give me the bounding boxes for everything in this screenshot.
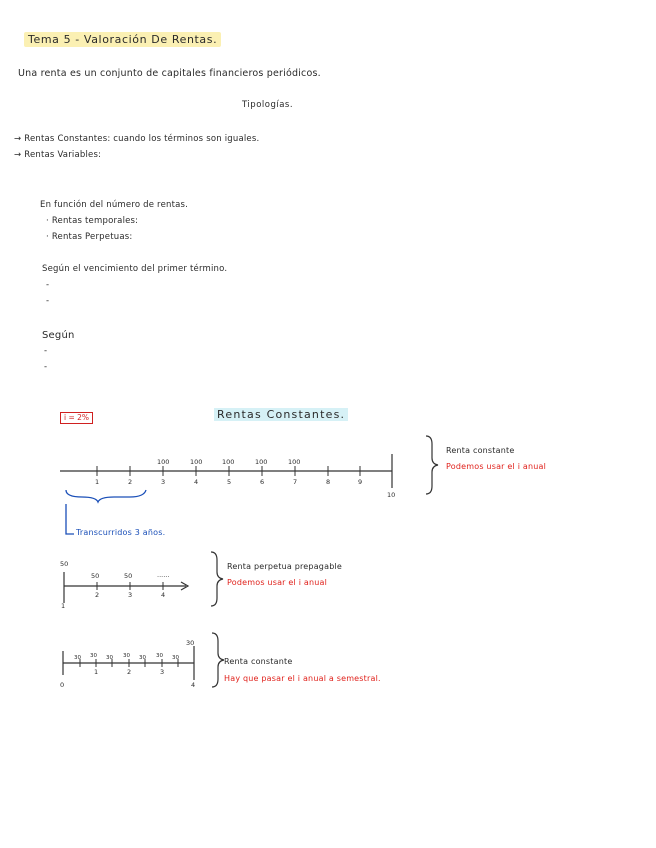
d3-amount-1: 30 — [74, 655, 81, 661]
funcion-temporales: · Rentas temporales: — [46, 216, 139, 226]
page-title: Tema 5 - Valoración De Rentas. — [24, 32, 221, 47]
d2-amount-2: 50 — [91, 572, 100, 580]
d3-tick-0: 0 — [60, 681, 65, 689]
d1-tick-7: 7 — [293, 478, 298, 486]
d3-label: Renta constante — [224, 657, 293, 666]
funcion-heading: En función del número de rentas. — [40, 200, 189, 210]
d3-note: Hay que pasar el i anual a semestral. — [224, 674, 381, 683]
arrow-bullet-constantes: → Rentas Constantes: cuando los términos son iguales. — [14, 134, 260, 144]
d2-tick-2: 2 — [95, 591, 100, 599]
vencimiento-heading: Según el vencimiento del primer término. — [42, 264, 228, 274]
temporales-label: Rentas temporales: — [51, 216, 139, 226]
tipologias-heading: Tipologías. — [242, 100, 294, 110]
d2-note: Podemos usar el i anual — [227, 578, 328, 587]
brace-right-1 — [426, 436, 438, 494]
bullet-constantes: Rentas Constantes: cuando los términos son iguales. — [24, 134, 260, 144]
d1-tick-2: 2 — [128, 478, 133, 486]
d1-tick-6: 6 — [260, 478, 265, 486]
brace-right-2 — [211, 552, 223, 606]
d3-amount-4: 30 — [123, 653, 130, 659]
brace-blue-1 — [66, 490, 146, 502]
d1-amount-5: 100 — [288, 458, 301, 466]
d1-label: Renta constante — [446, 446, 515, 455]
d3-tick-3: 3 — [160, 668, 165, 676]
d1-note: Podemos usar el i anual — [446, 462, 547, 471]
perpetuas-label: Rentas Perpetuas: — [51, 232, 133, 242]
d1-amount-1: 100 — [157, 458, 170, 466]
funcion-perpetuas: · Rentas Perpetuas: — [46, 232, 133, 242]
bullet-variables: Rentas Variables: — [24, 150, 102, 160]
intro-text: Una renta es un conjunto de capitales financieros periódicos. — [18, 68, 321, 79]
d1-tick-5: 5 — [227, 478, 232, 486]
d1-tick-10: 10 — [387, 491, 396, 499]
vencimiento-dash-2: - — [46, 296, 50, 306]
d3-amount-2: 30 — [90, 653, 97, 659]
segun-dash-1: - — [44, 346, 48, 356]
d3-amount-3: 30 — [106, 655, 113, 661]
d2-tick-3: 3 — [128, 591, 133, 599]
arrow-transcurridos — [66, 504, 74, 534]
vencimiento-dash-1: - — [46, 280, 50, 290]
d3-tick-4: 4 — [191, 681, 196, 689]
d2-amount-3: 50 — [124, 572, 133, 580]
d1-tick-8: 8 — [326, 478, 331, 486]
d3-tick-2: 2 — [127, 668, 132, 676]
d1-transcurridos: Transcurridos 3 años. — [76, 528, 166, 537]
d3-amount-5: 30 — [139, 655, 146, 661]
arrow-bullet-variables: → Rentas Variables: — [14, 150, 102, 160]
d1-tick-1: 1 — [95, 478, 100, 486]
d2-tick-4: 4 — [161, 591, 166, 599]
d3-amount-6: 30 — [156, 653, 163, 659]
d3-top: 30 — [186, 639, 195, 647]
d2-amount-4: ...... — [157, 571, 170, 579]
d2-tick-1: 1 — [61, 602, 66, 610]
section-heading: Rentas Constantes. — [214, 408, 348, 421]
d2-label: Renta perpetua prepagable — [227, 562, 343, 571]
d1-tick-4: 4 — [194, 478, 199, 486]
segun-dash-2: - — [44, 362, 48, 372]
d2-amount-1: 50 — [60, 560, 69, 568]
d1-amount-3: 100 — [222, 458, 235, 466]
d1-amount-2: 100 — [190, 458, 203, 466]
d3-amount-7: 30 — [172, 655, 179, 661]
d1-tick-9: 9 — [358, 478, 363, 486]
d1-amount-4: 100 — [255, 458, 268, 466]
interest-rate-badge: i = 2% — [60, 412, 93, 424]
d1-tick-3: 3 — [161, 478, 166, 486]
segun-heading: Según — [42, 330, 75, 341]
brace-right-3 — [212, 633, 224, 687]
d3-tick-1: 1 — [94, 668, 99, 676]
